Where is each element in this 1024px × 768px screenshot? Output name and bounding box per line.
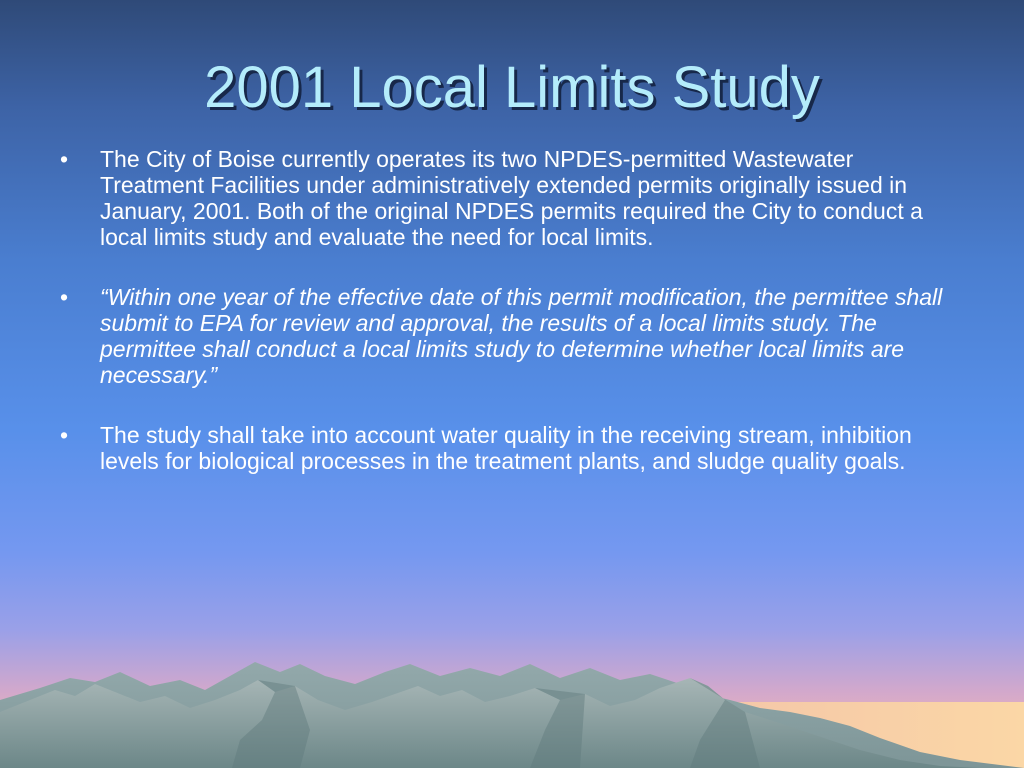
bullet-text: The study shall take into account water quality in the receiving stream, inhibition levels for biological processes in the treatment plants, and sludge quality goals. [100, 422, 912, 474]
bullet-item-permits [56, 146, 961, 250]
bullet-icon: • [60, 284, 69, 310]
bullet-text: “Within one year of the effective date of this permit modification, the permittee shall submit to EPA for review and approval, the results of a local limits study. The permittee shall conduct a local limits study to determine whether local limits are necessary.” [100, 284, 943, 388]
bullet-item-permit-quote [56, 284, 961, 388]
bullet-list [56, 146, 961, 508]
slide-title: 2001 Local Limits Study [204, 55, 820, 120]
bullet-item-study-scope [56, 422, 961, 474]
bullet-text: The City of Boise currently operates its two NPDES-permitted Wastewater Treatment Facilities under administratively extended permits originally issued in January, 2001. Both of the original NPDES permits required the City to conduct a local limits study and evaluate the need for local limits. [100, 146, 923, 250]
bullet-icon: • [60, 422, 69, 448]
bullet-icon: • [60, 146, 69, 172]
